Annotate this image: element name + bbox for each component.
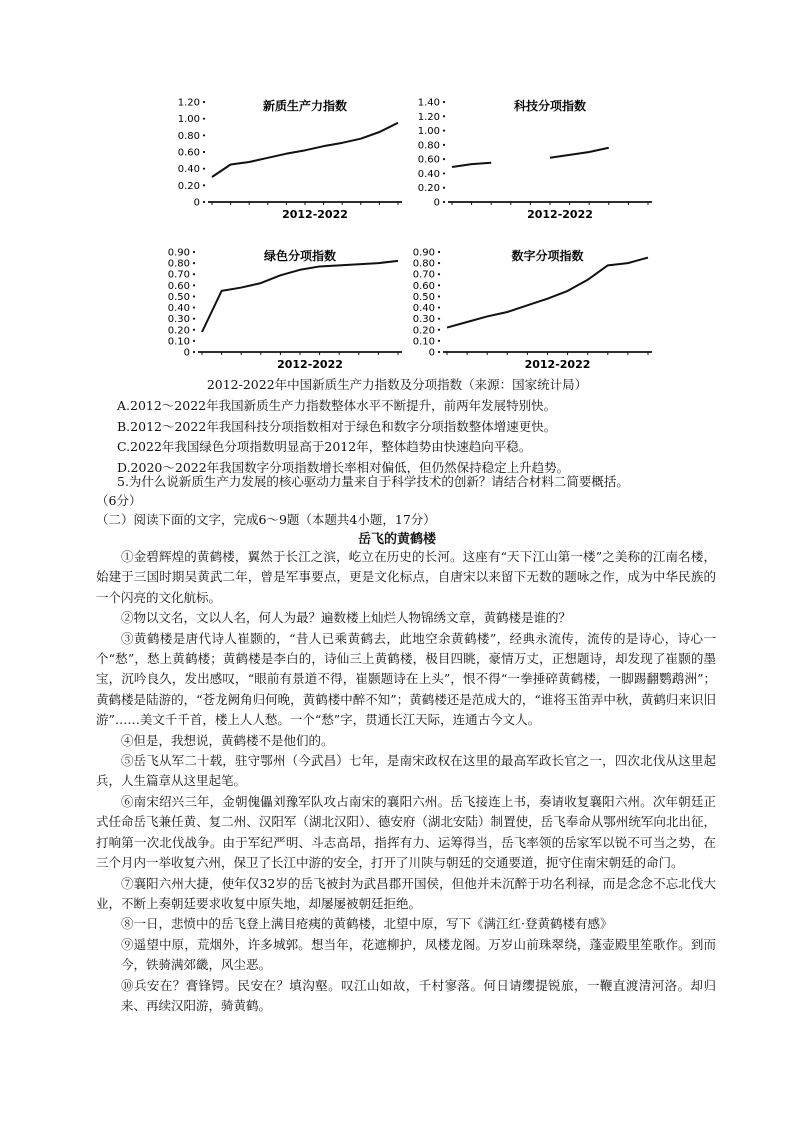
y-tick-dot [193, 273, 195, 275]
chart-tech-index-svg [410, 90, 660, 225]
chart-new-productivity [170, 90, 410, 225]
y-tick-dot [203, 118, 205, 120]
chart-tech-index [410, 90, 660, 225]
y-tick-label: 0.50 [167, 291, 190, 303]
chart-title: 数字分项指数 [511, 249, 584, 263]
y-tick-dot [443, 129, 445, 131]
y-tick-dot [438, 251, 440, 253]
y-tick-dot [438, 273, 440, 275]
y-tick-label: 0.40 [177, 164, 200, 176]
y-tick-label: 1.40 [417, 97, 440, 109]
y-tick-dot [443, 115, 445, 117]
y-tick-label: 0.90 [412, 247, 435, 259]
x-axis-label: 2012-2022 [527, 208, 593, 221]
y-tick-dot [443, 101, 445, 103]
essay-body [96, 547, 716, 1016]
y-tick-label: 0.50 [412, 291, 435, 303]
series-line [447, 258, 648, 328]
chart-digital-index-svg [405, 240, 660, 375]
x-axis-label: 2012-2022 [524, 358, 591, 371]
chart-title: 新质生产力指数 [262, 99, 348, 113]
y-tick-dot [193, 351, 195, 353]
paragraph-8: ⑧一日，悲愤中的岳飞登上满目疮痍的黄鹤楼，北望中原，写下《满江红·登黄鹤楼有感》 [121, 916, 613, 932]
paragraph-7: ⑦襄阳六州大捷，使年仅32岁的岳飞被封为武昌郡开国侯，但他并未沉醉于功名利禄，而是念念不忘北伐大业，不断上奏朝廷要求收复中原失地，却屡屡被朝廷拒绝。 [96, 875, 716, 911]
y-tick-label: 0.20 [412, 325, 435, 337]
chart-caption: 2012-2022年中国新质生产力指数及分项指数（来源：国家统计局） [206, 377, 588, 392]
y-tick-dot [438, 351, 440, 353]
y-tick-dot [438, 262, 440, 264]
y-tick-label: 0.40 [412, 303, 435, 315]
chart-green-index-svg [160, 240, 410, 375]
paragraph-9: ⑨遥望中原，荒烟外，许多城郭。想当年，花遮柳护，凤楼龙阁。万岁山前珠翠绕，蓬壶殿里笙歌作。到而今，铁骑满郊畿，风尘恶。 [121, 936, 716, 973]
y-tick-dot [193, 251, 195, 253]
y-tick-label: 0.30 [412, 314, 435, 326]
paragraph-3: ③黄鹤楼是唐代诗人崔颢的，“昔人已乘黄鹤去，此地空余黄鹤楼”，经典永流传，流传的是诗心，诗心一个“愁”，愁上黄鹤楼；黄鹤楼是李白的，诗仙三上黄鹤楼，极目四眺，豪情万丈，正想题诗，却发现了崔颢的墨宝，沉吟良久，发出感叹，“眼前有景道不得，崔颢题诗在上头”，恨不得“一拳捶碎黄鹤楼，一脚踢翻鹦鹉洲”；黄鹤楼是陆游的，“苍龙阙角归何晚，黄鹤楼中醉不知”；黄鹤楼还是范成大的，“谁将玉笛弄中秋，黄鹤归来识旧游”……美文千千首，楼上人人愁。一个“愁”字，贯通长江天际，连通古今文人。 [96, 630, 716, 728]
y-tick-dot [443, 172, 445, 174]
y-tick-dot [443, 187, 445, 189]
y-tick-dot [438, 318, 440, 320]
series-line [202, 261, 398, 332]
y-tick-label: 0 [433, 197, 440, 209]
y-tick-dot [438, 306, 440, 308]
paragraph-10: ⑩兵安在？膏锋锷。民安在？填沟壑。叹江山如故，千村寥落。何日请缨提锐旅，一鞭直渡清河洛。却归来、再续汉阳游，骑黄鹤。 [121, 977, 716, 1013]
y-tick-label: 0.80 [167, 258, 190, 270]
question-5-score: （6分） [96, 493, 142, 508]
chart-title: 绿色分项指数 [263, 249, 337, 263]
x-axis-label: 2012-2022 [282, 208, 348, 221]
y-tick-label: 0.20 [417, 183, 440, 195]
y-tick-dot [193, 329, 195, 331]
y-tick-label: 1.00 [177, 114, 200, 126]
option-d: D.2020～2022年我国数字分项指数增长率相对偏低，但仍然保持稳定上升趋势。 [117, 459, 570, 475]
y-tick-dot [438, 295, 440, 297]
y-tick-label: 0.70 [412, 269, 435, 281]
chart-new-productivity-svg [170, 90, 410, 225]
y-tick-dot [203, 134, 205, 136]
y-tick-label: 0 [183, 347, 190, 359]
paragraph-6: ⑥南宋绍兴三年，金朝傀儡刘豫军队攻占南宋的襄阳六州。岳飞接连上书，奏请收复襄阳六州。次年朝廷正式任命岳飞兼任黄、复二州、汉阳军（湖北汉阳）、德安府（湖北安陆）制置使，岳飞奉命从鄂州统军向北出征，打响第一次北伐战争。由于军纪严明、斗志高昂，指挥有力、运筹得当，岳飞率领的岳家军以锐不可当之势，在三个月内一举收复六州，保卫了长江中游的安全，打开了川陕与朝廷的交通要道，扼守住南宋朝廷的命门。 [96, 793, 716, 871]
y-tick-label: 0.10 [412, 336, 435, 348]
y-tick-label: 0.60 [167, 280, 190, 292]
series-line [212, 123, 398, 177]
y-tick-label: 0.80 [177, 130, 200, 142]
series-line [452, 163, 491, 167]
y-tick-dot [193, 262, 195, 264]
y-tick-dot [203, 184, 205, 186]
paragraph-4: ④但是，我想说，黄鹤楼不是他们的。 [121, 732, 334, 748]
y-tick-label: 0.40 [417, 168, 440, 180]
question-5: 5.为什么说新质生产力发展的核心驱动力量来自于科学技术的创新？请结合材料二简要概括。 [117, 474, 629, 489]
chart-digital-index [405, 240, 660, 375]
y-tick-label: 0.30 [167, 314, 190, 326]
chart-title: 科技分项指数 [513, 99, 587, 113]
y-tick-label: 0.70 [167, 269, 190, 281]
y-tick-label: 0.20 [177, 180, 200, 192]
chart-green-index [160, 240, 410, 375]
y-tick-label: 0.90 [167, 247, 190, 259]
y-tick-label: 0.80 [417, 140, 440, 152]
y-tick-dot [193, 306, 195, 308]
y-tick-label: 0.80 [412, 258, 435, 270]
y-tick-dot [193, 340, 195, 342]
y-tick-dot [193, 295, 195, 297]
y-tick-dot [438, 284, 440, 286]
y-tick-dot [443, 158, 445, 160]
y-tick-dot [203, 151, 205, 153]
y-tick-dot [203, 101, 205, 103]
option-c: C.2022年我国绿色分项指数明显高于2012年，整体趋势由快速趋向平稳。 [117, 439, 532, 454]
y-tick-label: 0.60 [417, 154, 440, 166]
y-tick-dot [193, 284, 195, 286]
y-tick-label: 0.60 [177, 147, 200, 159]
x-axis-label: 2012-2022 [277, 358, 343, 371]
y-tick-label: 0.20 [167, 325, 190, 337]
option-b: B.2012～2022年我国科技分项指数相对于绿色和数字分项指数整体增速更快。 [117, 418, 557, 434]
y-tick-dot [193, 318, 195, 320]
series-line [550, 148, 609, 158]
paragraph-1: ①金碧辉煌的黄鹤楼，翼然于长江之滨，屹立在历史的长河。这座有“天下江山第一楼”之美称的江南名楼，始建于三国时期吴黄武二年，曾是军事要点，更是文化标点，自唐宋以来留下无数的题咏之作，成为中华民族的一个闪亮的文化航标。 [96, 549, 716, 605]
y-tick-dot [443, 201, 445, 203]
option-a: A.2012～2022年我国新质生产力指数整体水平不断提升，前两年发展特别快。 [117, 398, 557, 413]
answer-options [117, 396, 717, 478]
y-tick-dot [203, 201, 205, 203]
paragraph-5: ⑤岳飞从军二十载，驻守鄂州（今武昌）七年，是南宋政权在这里的最高军政长官之一，四次北伐从这里起兵，人生篇章从这里起笔。 [96, 753, 716, 789]
y-tick-label: 0.40 [167, 303, 190, 315]
y-tick-label: 0.60 [412, 280, 435, 292]
y-tick-label: 0 [428, 347, 435, 359]
y-tick-dot [203, 168, 205, 170]
y-tick-label: 1.20 [177, 97, 200, 109]
y-tick-label: 1.00 [417, 126, 440, 138]
paragraph-2: ②物以文名，文以人名，何人为最？遍数楼上灿烂人物锦绣文章，黄鹤楼是谁的？ [121, 610, 572, 626]
y-tick-dot [438, 340, 440, 342]
y-tick-label: 0.10 [167, 336, 190, 348]
y-tick-dot [438, 329, 440, 331]
y-tick-dot [443, 144, 445, 146]
y-tick-label: 1.20 [417, 111, 440, 123]
y-tick-label: 0 [193, 197, 200, 209]
section-heading: （二）阅读下面的文字，完成6～9题（本题共4小题，17分） [96, 512, 436, 527]
essay-title: 岳飞的黄鹤楼 [357, 532, 436, 547]
